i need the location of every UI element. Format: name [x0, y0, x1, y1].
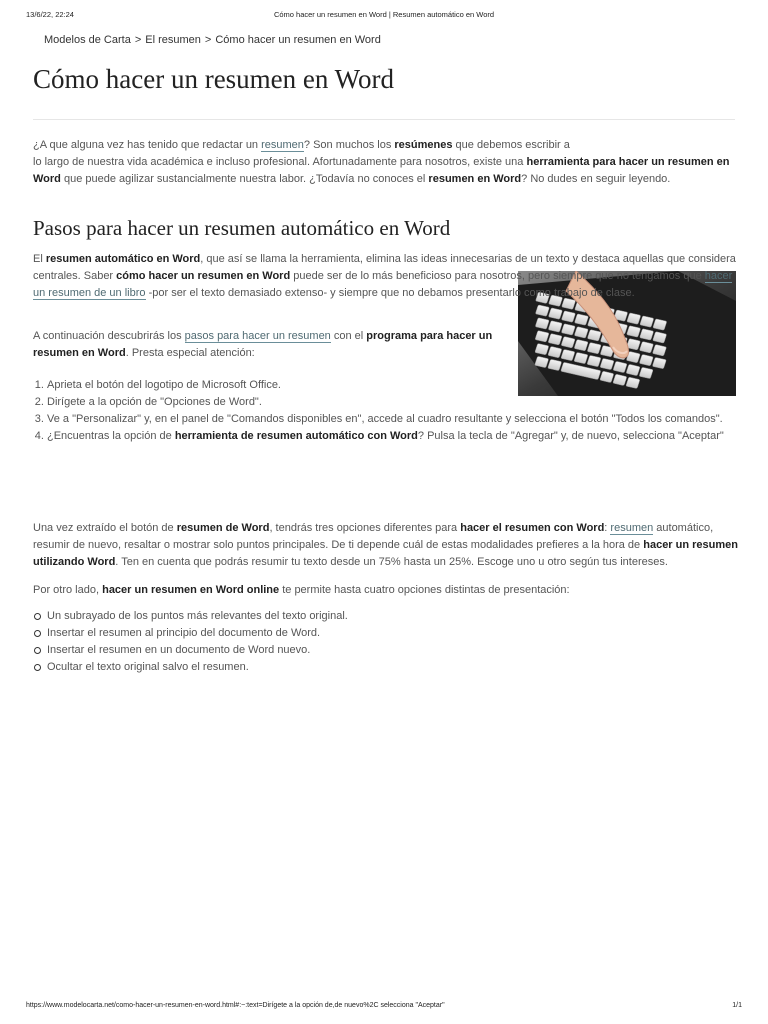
breadcrumb-item-current: Cómo hacer un resumen en Word — [215, 34, 381, 46]
paragraph-text: El — [33, 253, 46, 265]
paragraph-opciones — [33, 520, 739, 571]
bold-programa: programa para hacer un resumen en Word — [33, 330, 493, 359]
print-title: Cómo hacer un resumen en Word | Resumen automático en Word — [273, 10, 495, 19]
paragraph-text: con el — [330, 330, 367, 342]
paragraph-pasos — [33, 328, 503, 362]
paragraph-text: -por ser el texto demasiado extenso- y siempre que no debamos presentarlo como trabajo de clase. — [145, 287, 635, 299]
breadcrumb-separator: > — [204, 34, 212, 46]
intro-text: ? Son muchos los — [303, 139, 395, 151]
list-item — [47, 625, 739, 642]
list-item-text: Insertar el resumen al principio del documento de Word. — [47, 627, 321, 639]
bullet-icon — [34, 613, 41, 620]
paragraph-online — [33, 582, 739, 599]
bold-resumen-word: resumen en Word — [428, 173, 522, 185]
link-resumen-libro[interactable]: hacer un resumen de un libro — [33, 270, 733, 299]
paragraph-text: . Ten en cuenta que podrás resumir tu texto desde un 75% hasta un 25%. Escoge uno u otro según tus intereses. — [115, 556, 668, 568]
link-pasos-resumen[interactable]: pasos para hacer un resumen — [184, 330, 331, 342]
list-item — [47, 659, 739, 676]
page-title: Cómo hacer un resumen en Word — [33, 64, 394, 94]
paragraph-text: . Presta especial atención: — [125, 347, 255, 359]
options-list — [33, 608, 739, 676]
bullet-icon — [34, 647, 41, 654]
paragraph-text: A continuación descubrirás los — [33, 330, 185, 342]
paragraph-text: Por otro lado, — [33, 584, 103, 596]
paragraph-resumen-automatico — [33, 251, 739, 302]
step-item — [47, 428, 739, 445]
bold-resumen-utilizando-word: hacer un resumen utilizando Word — [33, 539, 738, 568]
steps-list — [33, 377, 739, 445]
paragraph-text: automático, resumir de nuevo, resaltar o mostrar solo puntos principales. De ti depende cuál de estas modalidades prefieres a la hora de — [33, 522, 714, 551]
step-item: 2. Dirígete a la opción de "Opciones de Word". — [47, 394, 739, 411]
bold-resumen-automatico: resumen automático en Word — [45, 253, 201, 265]
section-title: Pasos para hacer un resumen automático en Word — [33, 216, 451, 240]
paragraph-text: : — [604, 522, 611, 534]
breadcrumb-item-resumen[interactable]: El resumen — [145, 34, 201, 46]
print-url: https://www.modelocarta.net/como-hacer-un-resumen-en-word.html#:~:text=Dirígete a la opción de,de nuevo%2C selecciona "Aceptar" — [26, 1002, 445, 1009]
breadcrumb-item-modelos[interactable]: Modelos de Carta — [44, 34, 131, 46]
step-text: ¿Encuentras la opción de — [47, 430, 175, 442]
list-item-text: Un subrayado de los puntos más relevantes del texto original. — [47, 610, 348, 622]
bold-hacer-resumen-con-word: hacer el resumen con Word — [460, 522, 605, 534]
link-resumen-2[interactable]: resumen — [610, 522, 654, 534]
list-item — [47, 642, 739, 659]
bold-herramienta: herramienta para hacer un resumen en Word — [33, 156, 730, 185]
paragraph-text: Una vez extraído el botón de — [33, 522, 177, 534]
paragraph-text: puede ser de lo más beneficioso para nosotros, pero siempre que no tengamos que — [290, 270, 705, 282]
list-item-text: Ocultar el texto original salvo el resumen. — [47, 661, 249, 673]
intro-text: que puede agilizar sustancialmente nuestra labor. ¿Todavía no conoces el — [60, 173, 429, 185]
link-resumen[interactable]: resumen — [261, 139, 304, 151]
list-item — [47, 608, 739, 625]
list-item-text: Insertar el resumen en un documento de Word nuevo. — [47, 644, 311, 656]
step-item: 1. Aprieta el botón del logotipo de Microsoft Office. — [47, 377, 739, 394]
bold-resumenes: resúmenes — [394, 139, 453, 151]
breadcrumb-separator: > — [134, 34, 142, 46]
bullet-icon — [34, 630, 41, 637]
step-item: 3. Ve a "Personalizar" y, en el panel de "Comandos disponibles en", accede al cuadro resultante y selecciona el botón "Todos los comandos". — [47, 411, 739, 428]
intro-text: lo largo de nuestra vida académica e incluso profesional. Afortunadamente para nosotros, existe una — [33, 156, 527, 168]
print-page-number: 1/1 — [732, 1002, 742, 1009]
paragraph-text: , que así se llama la herramienta, elimina las ideas innecesarias de un texto y destaca aquellas que considera centrales. Saber — [33, 253, 736, 282]
bold-resumen-online: hacer un resumen en Word online — [102, 584, 280, 596]
bold-como-hacer: cómo hacer un resumen en Word — [116, 270, 291, 282]
bullet-icon — [34, 664, 41, 671]
intro-text: ? No dudes en seguir leyendo. — [521, 173, 671, 185]
intro-text: ¿A que alguna vez has tenido que redactar un — [33, 139, 262, 151]
print-date: 13/6/22, 22:24 — [26, 10, 74, 19]
step-text: ? Pulsa la tecla de "Agregar" y, de nuevo, selecciona "Aceptar" — [417, 430, 724, 442]
breadcrumb — [44, 34, 381, 46]
title-divider — [33, 119, 735, 120]
intro-text: que debemos escribir a — [452, 139, 570, 151]
bold-herramienta-resumen: herramienta de resumen automático con Word — [174, 430, 418, 442]
paragraph-text: , tendrás tres opciones diferentes para — [269, 522, 461, 534]
bold-resumen-de-word: resumen de Word — [176, 522, 270, 534]
paragraph-text: te permite hasta cuatro opciones distintas de presentación: — [279, 584, 570, 596]
intro-paragraph — [33, 137, 739, 188]
